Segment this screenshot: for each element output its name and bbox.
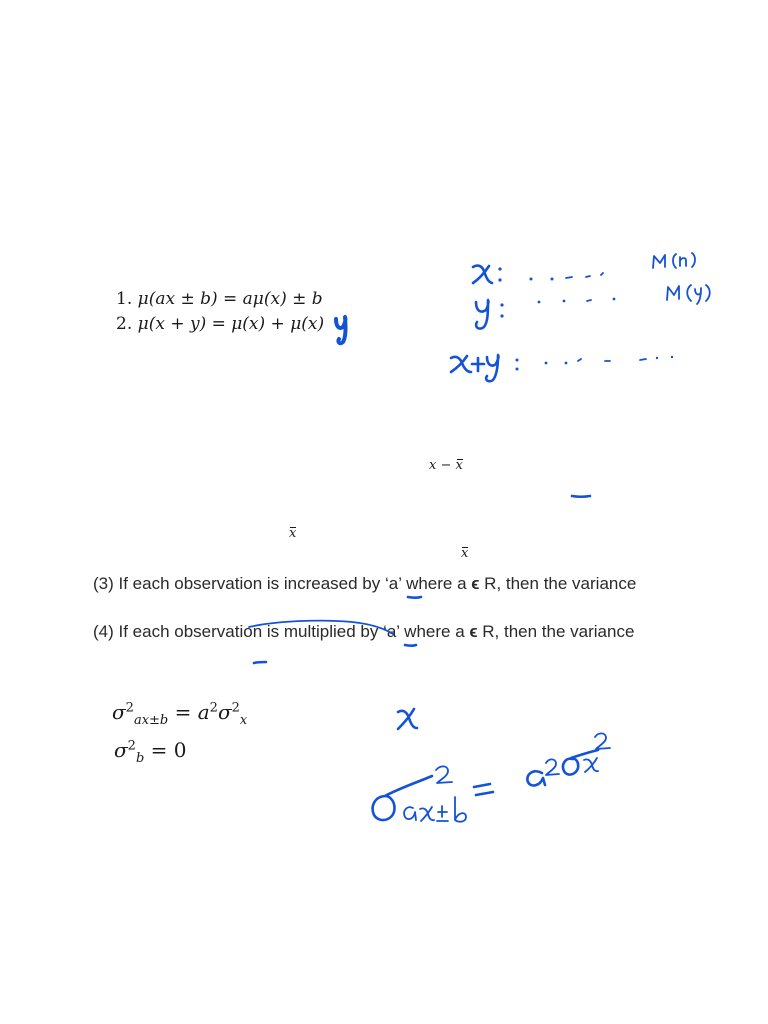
ink-mu-x <box>653 253 695 268</box>
sigma-exponent: 2 <box>125 700 134 716</box>
statement-3 <box>93 574 636 594</box>
sigma-x-symbol: σ <box>217 700 232 724</box>
x-minus-xbar-bar: x <box>455 458 463 473</box>
ink-mu-y <box>667 285 710 304</box>
ink-x-letter <box>398 709 417 729</box>
xbar-fragment-right <box>461 546 468 561</box>
xbar-left: x <box>289 526 297 541</box>
variance-formula-2 <box>114 738 187 766</box>
ink-underline-a-4 <box>405 645 416 646</box>
element-of-symbol: ϵ <box>469 622 478 641</box>
sigma-subscript: ax±b <box>133 713 169 728</box>
property-1-number: 1. <box>116 289 133 309</box>
x-minus-xbar <box>429 458 463 473</box>
equals-sign: = <box>144 738 174 762</box>
ink-dash <box>254 662 266 663</box>
statement-3-text: (3) If each observation is increased by ‘a’ where a <box>93 574 472 593</box>
ink-x-dots <box>530 273 604 281</box>
variance-formula-1 <box>112 700 248 728</box>
ink-x-plus-y-dots <box>545 356 674 365</box>
sigma-x-exponent: 2 <box>231 700 240 716</box>
xbar-fragment-left <box>289 526 296 541</box>
ink-variance-formula <box>373 733 610 821</box>
ink-y-correction <box>336 317 346 343</box>
sigma-exponent: 2 <box>127 738 136 754</box>
ink-y-colon <box>476 300 504 329</box>
property-1-text: μ(ax ± b) = aμ(x) ± b <box>137 289 323 309</box>
ink-underline-a-3 <box>408 597 421 598</box>
statement-4-text: (4) If each observation is multiplied by ‘a’ where a <box>93 622 470 641</box>
ink-x-plus-y <box>451 355 519 381</box>
ink-y-dots <box>538 298 616 304</box>
statement-4-tail: R, then the variance <box>477 622 635 641</box>
property-2-text: μ(x + y) = μ(x) + μ(x) <box>137 314 325 334</box>
x-minus-xbar-operator: − <box>440 458 452 473</box>
xbar-right: x <box>461 546 469 561</box>
sigma-symbol: σ <box>114 738 128 762</box>
statement-4 <box>93 622 634 642</box>
ink-x-colon <box>473 266 502 283</box>
property-1 <box>116 289 323 309</box>
x-minus-xbar-x: x <box>429 458 437 473</box>
statement-3-tail: R, then the variance <box>479 574 637 593</box>
variance-value: 0 <box>173 738 187 762</box>
sigma-x-subscript: x <box>239 713 248 728</box>
coefficient-exponent: 2 <box>209 700 218 716</box>
element-of-symbol: ϵ <box>471 574 480 593</box>
ink-xbar-underline <box>572 496 590 497</box>
sigma-subscript: b <box>135 751 145 766</box>
property-2-number: 2. <box>116 314 133 334</box>
property-2 <box>116 314 324 334</box>
coefficient-a: a <box>197 700 210 724</box>
sigma-symbol: σ <box>112 700 126 724</box>
equals-sign: = <box>168 700 198 724</box>
